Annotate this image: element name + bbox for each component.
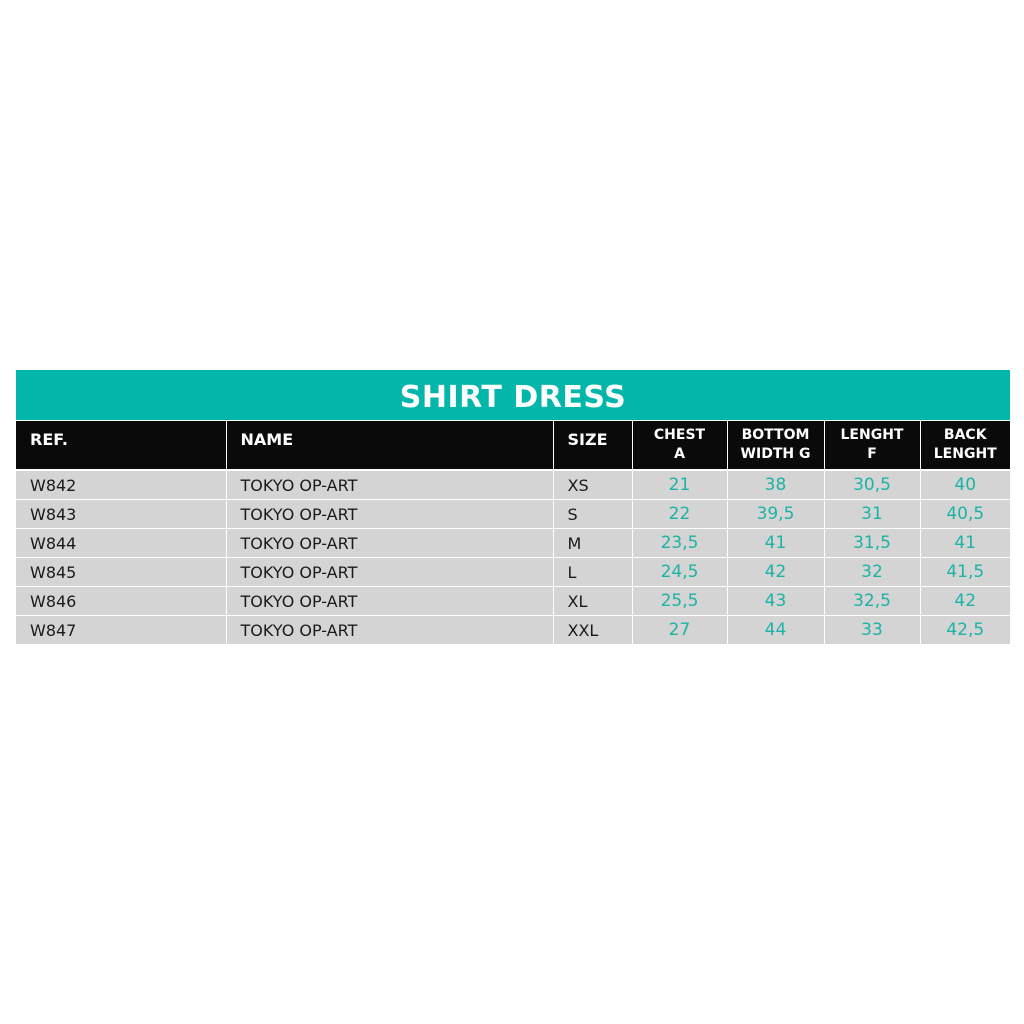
cell-ref: W845 bbox=[16, 558, 226, 587]
cell-chest: 23,5 bbox=[632, 529, 727, 558]
cell-back-length: 40,5 bbox=[920, 500, 1010, 529]
table-row bbox=[16, 616, 1010, 645]
cell-chest: 21 bbox=[632, 470, 727, 500]
cell-length: 33 bbox=[824, 616, 920, 645]
cell-bottom-width: 43 bbox=[727, 587, 824, 616]
table-row bbox=[16, 558, 1010, 587]
cell-size: XL bbox=[553, 587, 632, 616]
cell-bottom-width: 39,5 bbox=[727, 500, 824, 529]
header-size: SIZE bbox=[553, 421, 632, 470]
chart-title: SHIRT DRESS bbox=[16, 370, 1010, 421]
cell-back-length: 42 bbox=[920, 587, 1010, 616]
cell-length: 30,5 bbox=[824, 470, 920, 500]
table-row bbox=[16, 500, 1010, 529]
header-length-line-1: LENGHT bbox=[840, 427, 904, 443]
cell-bottom-width: 44 bbox=[727, 616, 824, 645]
cell-length: 32,5 bbox=[824, 587, 920, 616]
header-chest bbox=[632, 421, 727, 470]
cell-size: S bbox=[553, 500, 632, 529]
cell-name: TOKYO OP-ART bbox=[226, 558, 553, 587]
cell-chest: 24,5 bbox=[632, 558, 727, 587]
cell-length: 31,5 bbox=[824, 529, 920, 558]
cell-size: XXL bbox=[553, 616, 632, 645]
cell-bottom-width: 41 bbox=[727, 529, 824, 558]
cell-name: TOKYO OP-ART bbox=[226, 529, 553, 558]
header-length bbox=[824, 421, 920, 470]
table-row bbox=[16, 587, 1010, 616]
cell-name: TOKYO OP-ART bbox=[226, 616, 553, 645]
header-chest-line-2: A bbox=[674, 446, 685, 462]
header-back-line-1: BACK bbox=[943, 427, 987, 443]
header-bottom-line-2: WIDTH G bbox=[740, 446, 811, 462]
cell-back-length: 41 bbox=[920, 529, 1010, 558]
cell-chest: 27 bbox=[632, 616, 727, 645]
cell-ref: W847 bbox=[16, 616, 226, 645]
cell-back-length: 40 bbox=[920, 470, 1010, 500]
cell-back-length: 42,5 bbox=[920, 616, 1010, 645]
cell-name: TOKYO OP-ART bbox=[226, 587, 553, 616]
header-ref: REF. bbox=[16, 421, 226, 470]
header-back-line-2: LENGHT bbox=[933, 446, 997, 462]
size-chart bbox=[16, 370, 1010, 644]
cell-length: 32 bbox=[824, 558, 920, 587]
cell-chest: 25,5 bbox=[632, 587, 727, 616]
header-bottom-width bbox=[727, 421, 824, 470]
cell-ref: W843 bbox=[16, 500, 226, 529]
cell-ref: W842 bbox=[16, 470, 226, 500]
cell-length: 31 bbox=[824, 500, 920, 529]
cell-size: M bbox=[553, 529, 632, 558]
cell-ref: W844 bbox=[16, 529, 226, 558]
cell-chest: 22 bbox=[632, 500, 727, 529]
cell-size: L bbox=[553, 558, 632, 587]
size-table bbox=[16, 421, 1010, 644]
header-name: NAME bbox=[226, 421, 553, 470]
header-bottom-line-1: BOTTOM bbox=[741, 427, 810, 443]
header-length-line-2: F bbox=[867, 446, 877, 462]
cell-bottom-width: 38 bbox=[727, 470, 824, 500]
cell-bottom-width: 42 bbox=[727, 558, 824, 587]
header-chest-line-1: CHEST bbox=[653, 427, 706, 443]
cell-back-length: 41,5 bbox=[920, 558, 1010, 587]
cell-name: TOKYO OP-ART bbox=[226, 500, 553, 529]
table-row bbox=[16, 529, 1010, 558]
header-back-length bbox=[920, 421, 1010, 470]
table-row bbox=[16, 470, 1010, 500]
header-row bbox=[16, 421, 1010, 470]
cell-size: XS bbox=[553, 470, 632, 500]
cell-name: TOKYO OP-ART bbox=[226, 470, 553, 500]
cell-ref: W846 bbox=[16, 587, 226, 616]
